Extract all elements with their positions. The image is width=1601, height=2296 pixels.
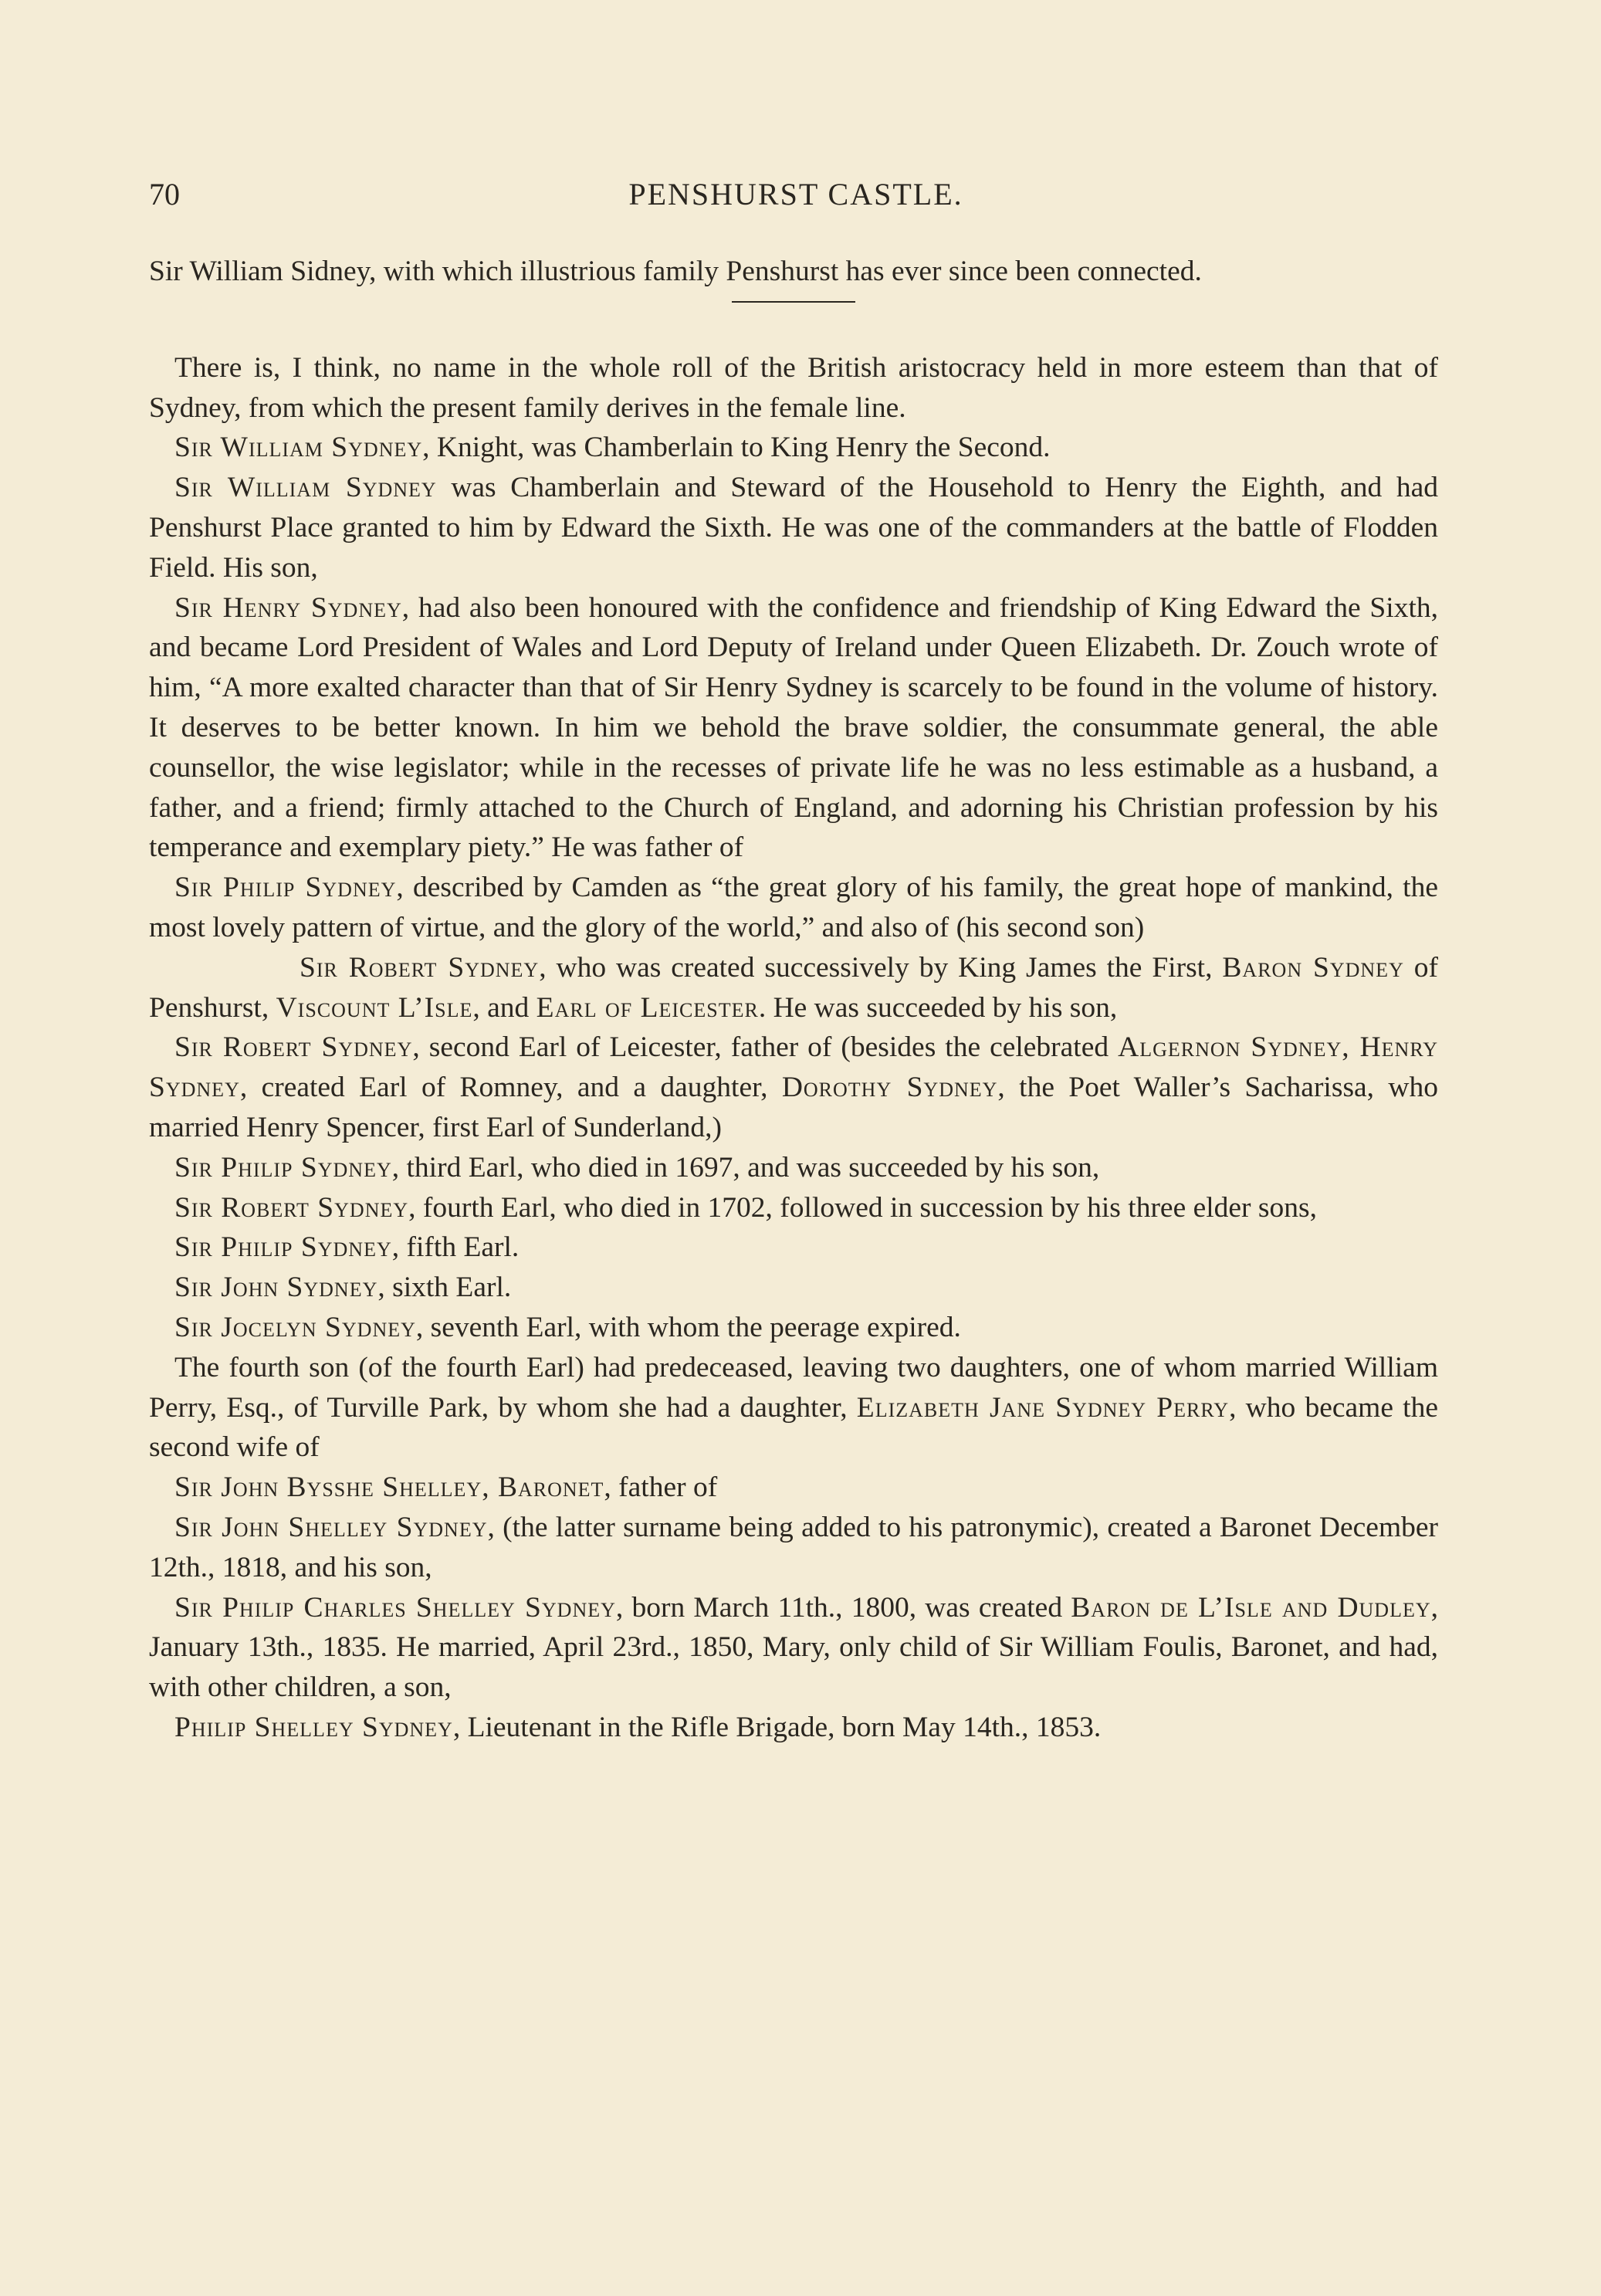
paragraph-fourth-son xyxy=(149,1348,1438,1468)
text-run: , January 13th., 1835. He married, April 23rd., 1850, Mary, only child of Sir William Foulis, Baronet, and had, with other children, a son, xyxy=(149,1591,1438,1704)
name-small-caps: Baron Sydney xyxy=(1222,951,1404,984)
running-title: PENSHURST CASTLE. xyxy=(628,177,963,212)
name-small-caps: Sir John Shelley Sydney xyxy=(174,1511,488,1543)
text-run: of Penshurst, xyxy=(149,951,1439,1024)
name-small-caps: Dorothy Sydney xyxy=(781,1072,998,1104)
text-run: The fourth son (of the fourth Earl) had predeceased, leaving two daughters, one of whom married William Perry, Esq., of Turville Park, by whom she had a daughter, xyxy=(149,1351,1438,1424)
name-small-caps: Sir Philip Sydney xyxy=(174,1231,392,1264)
entry-philip-sydney-third-earl xyxy=(149,1148,1438,1188)
entry-jocelyn-sydney-seventh-earl xyxy=(149,1308,1438,1348)
name-small-caps: Sir John Bysshe Shelley, Baronet xyxy=(174,1471,604,1504)
entry-john-shelley-sydney xyxy=(149,1508,1438,1588)
name-small-caps: Viscount L’Isle xyxy=(276,991,473,1024)
text-run: , created Earl of Romney, and a daughter, xyxy=(239,1072,782,1104)
body-text xyxy=(149,252,1438,1748)
text-run: . He was succeeded by his son, xyxy=(758,991,1118,1024)
name-small-caps: Sir Henry Sydney xyxy=(174,591,402,624)
text-run: , had also been honoured with the confidence and friendship of King Edward the Sixth, and became Lord President of Wales and Lord Deputy of Ireland under Queen Elizabeth. Dr. Zouch wrote of him, “A more exalted character than that of Sir Henry Sydney is scarcely to be found in the volume of history. It deserves to be better known. In him we behold the brave soldier, the consummate general, the able counsellor, the wise legislator; while in the recesses of private life he was no less estimable as a husband, a father, and a friend; firmly attached to the Church of England, and adorning his Christian profession by his temperance and exemplary piety.” He was father of xyxy=(149,591,1438,864)
name-small-caps: Philip Shelley Sydney xyxy=(174,1711,453,1743)
text-run: Sir William Sidney, with which illustrious family Penshurst has ever since been connected. xyxy=(149,256,1202,287)
entry-philip-sydney-fifth-earl xyxy=(149,1228,1438,1268)
text-run: , the Poet Waller’s Sacharissa, who married Henry Spencer, first Earl of Sunderland,) xyxy=(149,1072,1438,1143)
entry-william-sydney-knight xyxy=(149,428,1438,468)
name-small-caps: Sir Philip Sydney xyxy=(174,1151,392,1184)
text-run: , father of xyxy=(604,1471,718,1504)
section-rule xyxy=(732,301,855,303)
text-run: There is, I think, no name in the whole roll of the British aristocracy held in more esteem than that of Sydney, from which the present family derives in the female line. xyxy=(149,351,1438,424)
text-run: , described by Camden as “the great glory of his family, the great hope of mankind, the most lovely pattern of virtue, and the glory of the world,” and also of (his second son) xyxy=(149,872,1438,943)
paragraph-aristocracy xyxy=(149,348,1438,428)
page-number: 70 xyxy=(149,177,180,212)
name-small-caps: Sir Robert Sydney xyxy=(174,1031,413,1064)
name-small-caps: Sir Philip Charles Shelley Sydney xyxy=(174,1591,616,1624)
entry-philip-sydney xyxy=(149,868,1438,948)
entry-john-bysshe-shelley xyxy=(149,1468,1438,1508)
name-small-caps: Sir John Sydney xyxy=(174,1272,378,1304)
text-run: , fourth Earl, who died in 1702, followed in succession by his three elder sons, xyxy=(408,1191,1317,1224)
text-run: , who was created successively by King James the First, xyxy=(539,951,1223,984)
name-small-caps: Sir Philip Sydney xyxy=(174,872,397,904)
name-small-caps: Earl of Leicester xyxy=(536,991,759,1024)
name-small-caps: Sir William Sydney xyxy=(174,472,437,504)
name-small-caps: Sir Robert Sydney xyxy=(300,951,540,984)
running-head xyxy=(149,176,1443,222)
name-small-caps: Baron de L’Isle and Dudley xyxy=(1071,1591,1431,1624)
text-run: , and xyxy=(472,991,536,1024)
text-run: was Chamberlain and Steward of the Household to Henry the Eighth, and had Penshurst Place granted to him by Edward the Sixth. He was one of the commanders at the battle of Flodden Field. His son, xyxy=(149,472,1438,584)
text-run: , sixth Earl. xyxy=(377,1272,512,1304)
paragraph-intro xyxy=(149,252,1438,292)
entry-philip-shelley-sydney xyxy=(149,1708,1438,1748)
entry-john-sydney-sixth-earl xyxy=(149,1268,1438,1308)
entry-robert-sydney-fourth-earl xyxy=(149,1188,1438,1228)
text-run: , second Earl of Leicester, father of (besides the celebrated xyxy=(412,1031,1119,1064)
name-small-caps: Sir Robert Sydney xyxy=(174,1191,409,1224)
name-small-caps: Sir Jocelyn Sydney xyxy=(174,1311,416,1343)
text-run: , Lieutenant in the Rifle Brigade, born May 14th., 1853. xyxy=(452,1711,1102,1743)
name-small-caps: Algernon Sydney, Henry Sydney xyxy=(149,1031,1439,1104)
entry-henry-sydney xyxy=(149,588,1438,869)
entry-william-sydney-chamberlain xyxy=(149,468,1438,588)
text-run: , born March 11th., 1800, was created xyxy=(615,1591,1071,1624)
text-run: , seventh Earl, with whom the peerage expired. xyxy=(415,1311,961,1343)
name-small-caps: Elizabeth Jane Sydney Perry xyxy=(856,1391,1230,1424)
entry-philip-charles-shelley-sydney xyxy=(149,1588,1438,1708)
name-small-caps: Sir William Sydney xyxy=(174,432,423,464)
entry-robert-sydney-first-earl xyxy=(149,948,1438,1028)
text-run: , third Earl, who died in 1697, and was succeeded by his son, xyxy=(391,1151,1100,1184)
text-run: , Knight, was Chamberlain to King Henry the Second. xyxy=(422,432,1051,464)
text-run: , (the latter surname being added to his patronymic), created a Baronet December 12th., 1818, and his son, xyxy=(149,1511,1438,1583)
entry-robert-sydney-second-earl xyxy=(149,1028,1438,1147)
text-run: , fifth Earl. xyxy=(391,1231,520,1264)
text-run: , who became the second wife of xyxy=(149,1391,1438,1464)
